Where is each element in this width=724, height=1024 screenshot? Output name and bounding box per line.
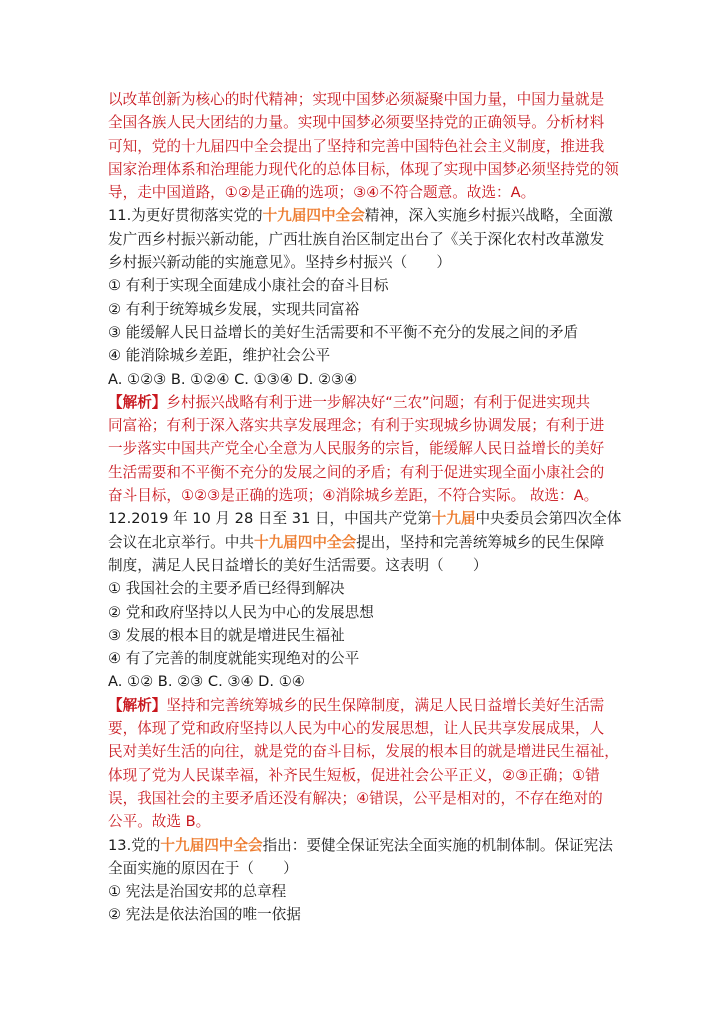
prev-analysis-line: 可知，党的十九届四中全会提出了坚持和完善中国特色社会主义制度，推进我 [108, 137, 605, 155]
highlight-term: 十九届四中全会 [160, 836, 263, 854]
prev-analysis [108, 88, 618, 204]
option-item: ① 我国社会的主要矛盾已经得到解决 [108, 580, 345, 598]
option-item: ③ 能缓解人民日益增长的美好生活需要和不平衡不充分的发展之间的矛盾 [108, 323, 579, 341]
stem-text: 13.党的 [108, 836, 161, 854]
answer-choices: A. ①②③ B. ①②④ C. ①③④ D. ②③④ [108, 370, 358, 388]
prev-analysis-line: 导，走中国道路，①②是正确的选项；③④不符合题意。故选：A。 [108, 184, 536, 202]
analysis-line: 要，体现了党和政府坚持以人民为中心的发展思想，让人民共享发展成果，人 [108, 720, 605, 738]
stem-text: 12.2019 年 10 月 28 日至 31 日，中国共产党第 [108, 510, 432, 528]
analysis-line: 一步落实中国共产党全心全意为人民服务的宗旨，能缓解人民日益增长的美好 [108, 440, 605, 458]
option-item: ① 有利于实现全面建成小康社会的奋斗目标 [108, 277, 389, 295]
analysis-line: 生活需要和不平衡不充分的发展之间的矛盾；有利于促进实现全面小康社会的 [108, 463, 605, 481]
question-12-stem-line: 制度，满足人民日益增长的美好生活需要。这表明（ ） [108, 556, 488, 574]
analysis-tag: 【解析】 [108, 393, 167, 411]
highlight-term: 十九届四中全会 [253, 533, 357, 551]
prev-analysis-line: 全国各族人民大团结的力量。实现中国梦必须要坚持党的正确领导。分析材料 [108, 114, 605, 132]
question-13-stem-line: 全面实施的原因在于（ ） [108, 859, 298, 877]
highlight-term: 十九届四中全会 [262, 207, 365, 225]
analysis-line: 民对美好生活的向往，就是党的奋斗目标，发展的根本目的就是增进民生福祉， [108, 743, 619, 761]
question-11-stem-line [108, 204, 618, 227]
question-13 [108, 834, 618, 927]
analysis-line: 奋斗目标，①②③是正确的选项；④消除城乡差距，不符合实际。 故选：A。 [108, 487, 599, 505]
prev-analysis-line: 国家治理体系和治理能力现代化的总体目标，体现了实现中国梦必须坚持党的领 [108, 160, 619, 178]
answer-choices: A. ①② B. ②③ C. ③④ D. ①④ [108, 673, 305, 691]
stem-text: 精神，深入实施乡村振兴战略，全面激 [364, 207, 613, 225]
stem-text: 11.为更好贯彻落实党的 [108, 207, 263, 225]
analysis-line [108, 694, 618, 717]
option-item: ③ 发展的根本目的就是增进民生福祉 [108, 626, 345, 644]
analysis-text: 坚持和完善统筹城乡的民生保障制度，满足人民日益增长美好生活需 [166, 696, 605, 714]
option-item: ② 宪法是依法治国的唯一依据 [108, 906, 301, 924]
stem-text: 指出：要健全保证宪法全面实施的机制体制。保证宪法 [262, 836, 613, 854]
document-page [108, 88, 622, 927]
option-item: ① 宪法是治国安邦的总章程 [108, 883, 287, 901]
option-item: ④ 能消除城乡差距，维护社会公平 [108, 347, 331, 365]
option-item: ② 有利于统筹城乡发展，实现共同富裕 [108, 300, 360, 318]
question-12 [108, 507, 622, 833]
question-11-stem-line: 发广西乡村振兴新动能，广西壮族自治区制定出台了《关于深化农村改革激发 [108, 230, 605, 248]
stem-text: 提出，坚持和完善统筹城乡的民生保障 [356, 533, 605, 551]
analysis-text: 乡村振兴战略有利于进一步解决好“三农”问题；有利于促进实现共 [166, 393, 591, 411]
question-11 [108, 204, 618, 507]
analysis-line: 体现了党为人民谋幸福，补齐民生短板，促进社会公平正义，②③正确；①错 [108, 766, 600, 784]
question-13-stem-line [108, 834, 618, 857]
stem-text: 中央委员会第四次全体 [475, 510, 622, 528]
analysis-tag: 【解析】 [108, 696, 167, 714]
question-11-stem-line: 乡村振兴新动能的实施意见》。坚持乡村振兴（ ） [108, 254, 451, 272]
question-12-stem-line [108, 507, 622, 530]
option-item: ② 党和政府坚持以人民为中心的发展思想 [108, 603, 374, 621]
analysis-line [108, 391, 618, 414]
analysis-line: 误，我国社会的主要矛盾还没有解决；④错误，公平是相对的，不存在绝对的 [108, 789, 603, 807]
analysis-line: 公平。故选 B。 [108, 813, 211, 831]
prev-analysis-line: 以改革创新为核心的时代精神；实现中国梦必须凝聚中国力量，中国力量就是 [108, 91, 605, 108]
question-12-stem-line [108, 531, 618, 554]
analysis-line: 同富裕；有利于深入落实共享发展理念；有利于实现城乡协调发展；有利于进 [108, 417, 605, 435]
stem-text: 会议在北京举行。中共 [108, 533, 254, 551]
highlight-term: 十九届 [431, 510, 476, 528]
option-item: ④ 有了完善的制度就能实现绝对的公平 [108, 650, 360, 668]
